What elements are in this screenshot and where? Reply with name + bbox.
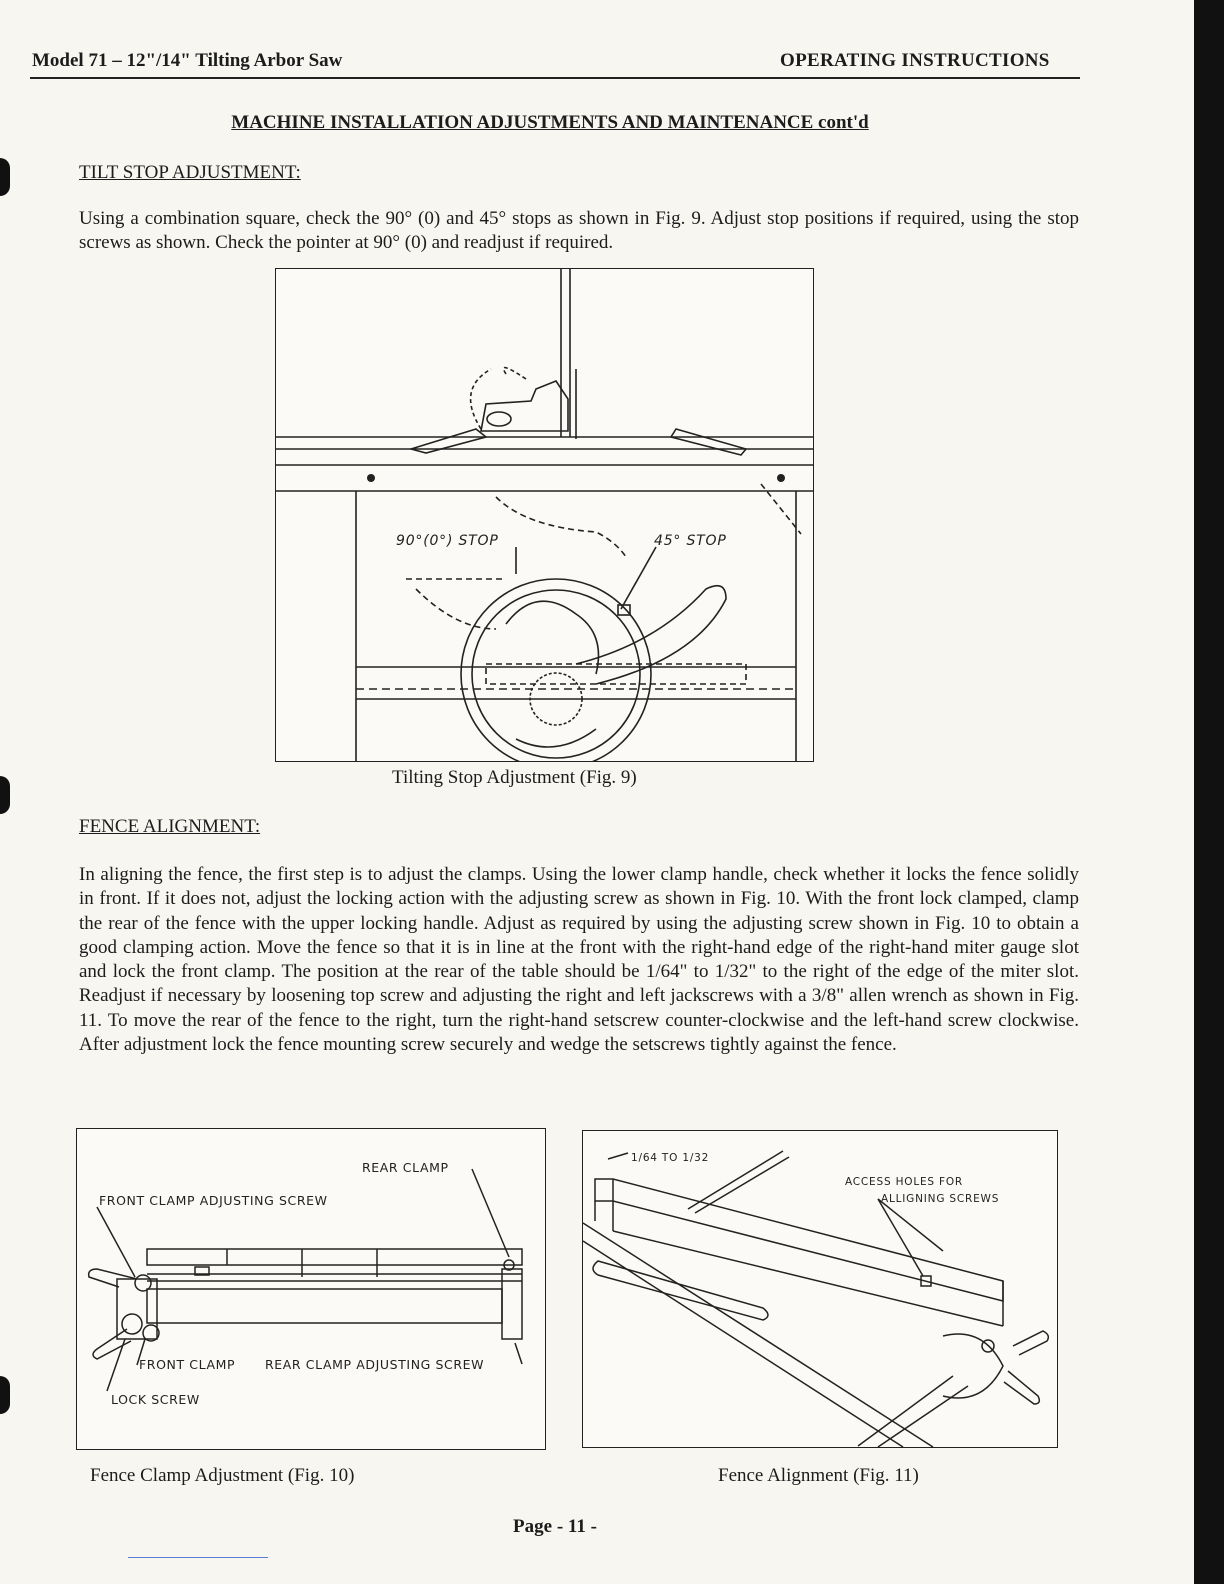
figure-9-caption: Tilting Stop Adjustment (Fig. 9) bbox=[392, 767, 637, 788]
label-lock-screw: LOCK SCREW bbox=[111, 1392, 200, 1407]
fence-alignment-heading: FENCE ALIGNMENT: bbox=[79, 816, 261, 837]
binding-hole bbox=[0, 1376, 10, 1414]
label-front-clamp-adjusting-screw: FRONT CLAMP ADJUSTING SCREW bbox=[99, 1193, 328, 1208]
label-rear-clamp: REAR CLAMP bbox=[362, 1160, 449, 1175]
header-section: OPERATING INSTRUCTIONS bbox=[780, 50, 1050, 71]
binding-hole bbox=[0, 776, 10, 814]
figure-11-fence-alignment bbox=[582, 1130, 1058, 1448]
figure-9-tilting-stop bbox=[275, 268, 814, 762]
figure-10-caption: Fence Clamp Adjustment (Fig. 10) bbox=[90, 1465, 355, 1486]
page-scan-edge bbox=[1194, 0, 1224, 1584]
label-45-stop: 45° STOP bbox=[654, 533, 727, 549]
fence-alignment-drawing bbox=[583, 1131, 1057, 1447]
page-number: Page - 11 - bbox=[513, 1516, 597, 1537]
tilt-stop-paragraph: Using a combination square, check the 90° (0) and 45° stops as shown in Fig. 9. Adjust stop positions if required, using the stop screws as shown. Check the pointer at 90° (0) and readjust if required. bbox=[79, 208, 1079, 254]
label-dimension: 1/64 TO 1/32 bbox=[631, 1152, 710, 1164]
label-access-holes-line2: ALLIGNING SCREWS bbox=[881, 1193, 1000, 1205]
footer-mark bbox=[128, 1557, 268, 1558]
binding-hole bbox=[0, 158, 10, 196]
fence-alignment-paragraph: In aligning the fence, the first step is to adjust the clamps. Using the lower clamp handle, check whether it locks the fence solidly in front. If it does not, adjust the locking action with the adjusting screw as shown in Fig. 10. With the front lock clamped, clamp the rear of the fence with the upper locking handle. Adjust as required by using the adjusting screw shown in Fig. 10 to obtain a good clamping action. Move the fence so that it is in line at the front with the right-hand edge of the right-hand miter gauge slot and lock the front clamp. The position at the rear of the table should be 1/64" to 1/32" to the right of the edge of the miter slot. Readjust if necessary by loosening top screw and adjusting the right and left jackscrews with a 3/8" allen wrench as shown in Fig. 11. To move the rear of the fence to the right, turn the right-hand setscrew counter-clockwise and the left-hand screw clockwise. After adjustment lock the fence mounting screw securely and wedge the setscrews tightly against the fence. bbox=[79, 864, 1079, 1056]
header-rule bbox=[30, 77, 1080, 79]
header-model: Model 71 – 12"/14" Tilting Arbor Saw bbox=[32, 50, 343, 71]
label-90-stop: 90°(0°) STOP bbox=[396, 533, 499, 549]
section-title: MACHINE INSTALLATION ADJUSTMENTS AND MAINTENANCE cont'd bbox=[231, 112, 869, 133]
fence-clamp-drawing bbox=[77, 1129, 545, 1449]
label-rear-clamp-adjusting-screw: REAR CLAMP ADJUSTING SCREW bbox=[265, 1357, 485, 1372]
figure-11-caption: Fence Alignment (Fig. 11) bbox=[718, 1465, 919, 1486]
tilt-stop-heading: TILT STOP ADJUSTMENT: bbox=[79, 162, 301, 183]
figure-10-fence-clamp bbox=[76, 1128, 546, 1450]
label-access-holes-line1: ACCESS HOLES FOR bbox=[845, 1176, 964, 1188]
label-front-clamp: FRONT CLAMP bbox=[139, 1357, 236, 1372]
tilting-stop-drawing bbox=[276, 269, 813, 761]
